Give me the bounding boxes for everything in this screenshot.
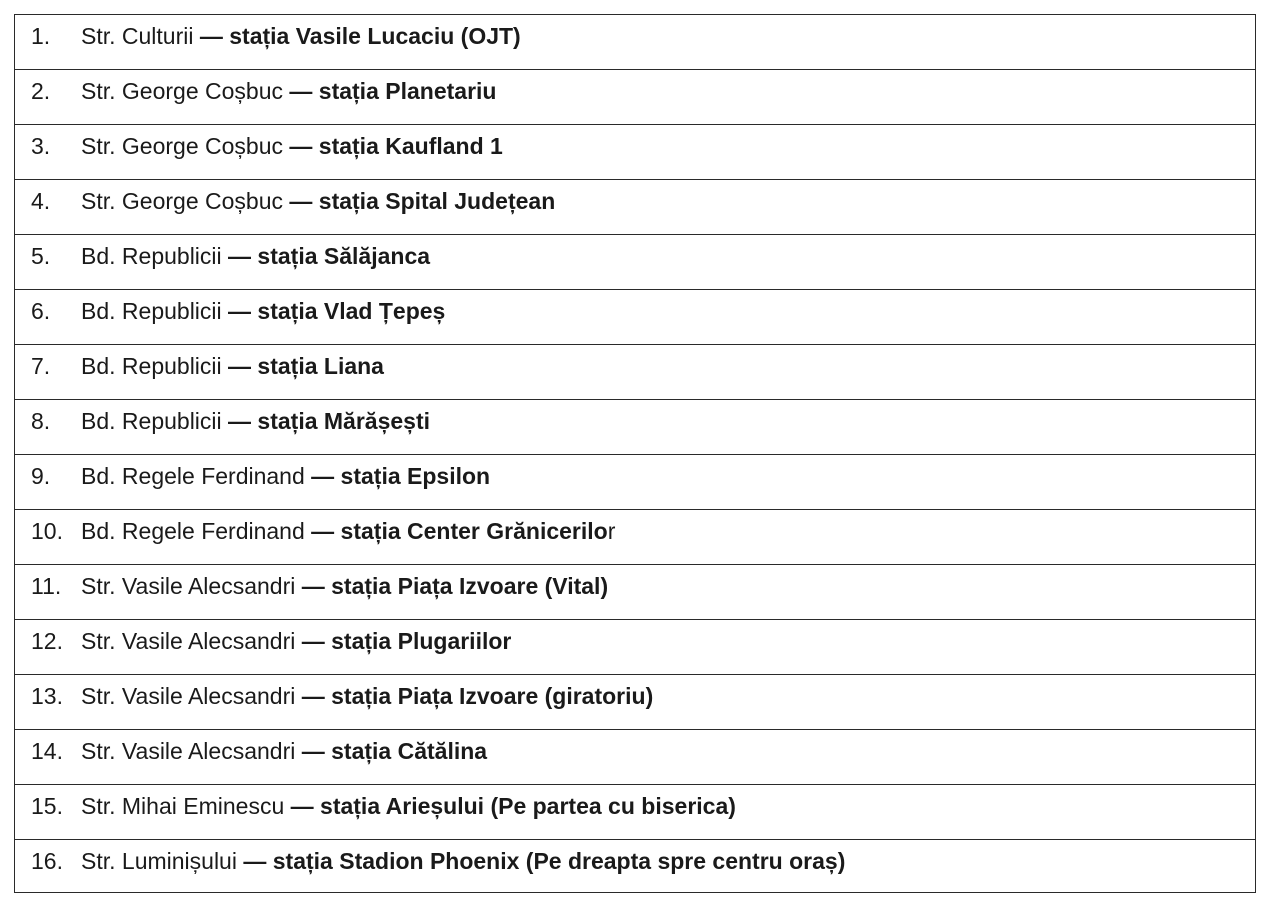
station-name: stația Plugariilor [331,628,512,654]
stop-number: 14. [31,738,63,764]
separator-dash: — [228,243,252,269]
stop-text [81,736,487,766]
station-name: stația Mărășești [257,408,431,434]
stop-row [15,15,1255,70]
station-suffix: r [607,518,616,544]
station-name: stația Epsilon [340,463,491,489]
stop-row [15,510,1255,565]
separator-dash: — [228,408,252,434]
street-name: Bd. Republicii [81,353,222,379]
street-name: Str. George Coșbuc [81,188,283,214]
street-name: Bd. Republicii [81,408,222,434]
street-name: Str. Vasile Alecsandri [81,738,296,764]
separator-dash: — [228,353,252,379]
station-name: stația Stadion Phoenix (Pe dreapta spre centru oraș) [272,848,846,874]
separator-dash: — [301,738,325,764]
stop-number: 2. [31,78,51,104]
separator-dash: — [301,628,325,654]
stop-number: 4. [31,188,51,214]
stop-row [15,840,1255,892]
station-name: stația Center Grănicerilo [340,518,608,544]
stop-row [15,290,1255,345]
stop-number: 15. [31,793,63,819]
stop-row [15,345,1255,400]
separator-dash: — [228,298,252,324]
stop-text [81,296,445,326]
stop-text [81,681,653,711]
stop-row [15,730,1255,785]
separator-dash: — [289,188,313,214]
stop-number: 16. [31,848,63,874]
stop-number: 13. [31,683,63,709]
station-name: stația Planetariu [318,78,497,104]
station-name: stația Vasile Lucaciu (OJT) [229,23,521,49]
stop-number: 9. [31,463,51,489]
stop-number: 3. [31,133,51,159]
street-name: Str. Luminișului [81,848,237,874]
street-name: Bd. Regele Ferdinand [81,518,305,544]
stop-row [15,620,1255,675]
street-name: Bd. Republicii [81,243,222,269]
separator-dash: — [199,23,223,49]
stop-row [15,125,1255,180]
separator-dash: — [289,133,313,159]
stop-text [81,21,521,51]
stop-text [81,516,615,546]
street-name: Str. George Coșbuc [81,78,283,104]
station-name: stația Arieșului (Pe partea cu biserica) [320,793,736,819]
street-name: Str. Culturii [81,23,194,49]
street-name: Str. Vasile Alecsandri [81,573,296,599]
stop-text [81,241,430,271]
stop-row [15,235,1255,290]
separator-dash: — [311,518,335,544]
station-name: stația Kaufland 1 [318,133,503,159]
stop-row [15,785,1255,840]
stop-text [81,186,555,216]
stop-text [81,791,736,821]
stop-text [81,461,490,491]
station-name: stația Spital Județean [318,188,556,214]
street-name: Bd. Regele Ferdinand [81,463,305,489]
station-name: stația Vlad Țepeș [257,298,446,324]
street-name: Str. Mihai Eminescu [81,793,285,819]
stop-number: 12. [31,628,63,654]
stop-row [15,400,1255,455]
stop-number: 8. [31,408,51,434]
stop-text [81,406,430,436]
stop-text [81,571,608,601]
street-name: Bd. Republicii [81,298,222,324]
stop-number: 6. [31,298,51,324]
stop-row [15,675,1255,730]
stop-row [15,455,1255,510]
stop-text [81,846,845,876]
stop-row [15,565,1255,620]
stop-text [81,131,503,161]
street-name: Str. George Coșbuc [81,133,283,159]
separator-dash: — [289,78,313,104]
separator-dash: — [243,848,267,874]
stops-table [14,14,1256,893]
stop-row [15,70,1255,125]
stop-number: 11. [31,573,62,599]
stop-number: 10. [31,518,63,544]
stop-text [81,626,511,656]
stop-number: 7. [31,353,51,379]
station-name: stația Cătălina [331,738,488,764]
station-name: stația Liana [257,353,384,379]
station-name: stația Sălăjanca [257,243,431,269]
station-name: stația Piața Izvoare (Vital) [331,573,609,599]
stop-number: 5. [31,243,51,269]
separator-dash: — [290,793,314,819]
stop-text [81,351,384,381]
street-name: Str. Vasile Alecsandri [81,628,296,654]
separator-dash: — [311,463,335,489]
stop-row [15,180,1255,235]
separator-dash: — [301,573,325,599]
street-name: Str. Vasile Alecsandri [81,683,296,709]
separator-dash: — [301,683,325,709]
station-name: stația Piața Izvoare (giratoriu) [331,683,654,709]
stop-number: 1. [31,23,51,49]
stop-text [81,76,496,106]
